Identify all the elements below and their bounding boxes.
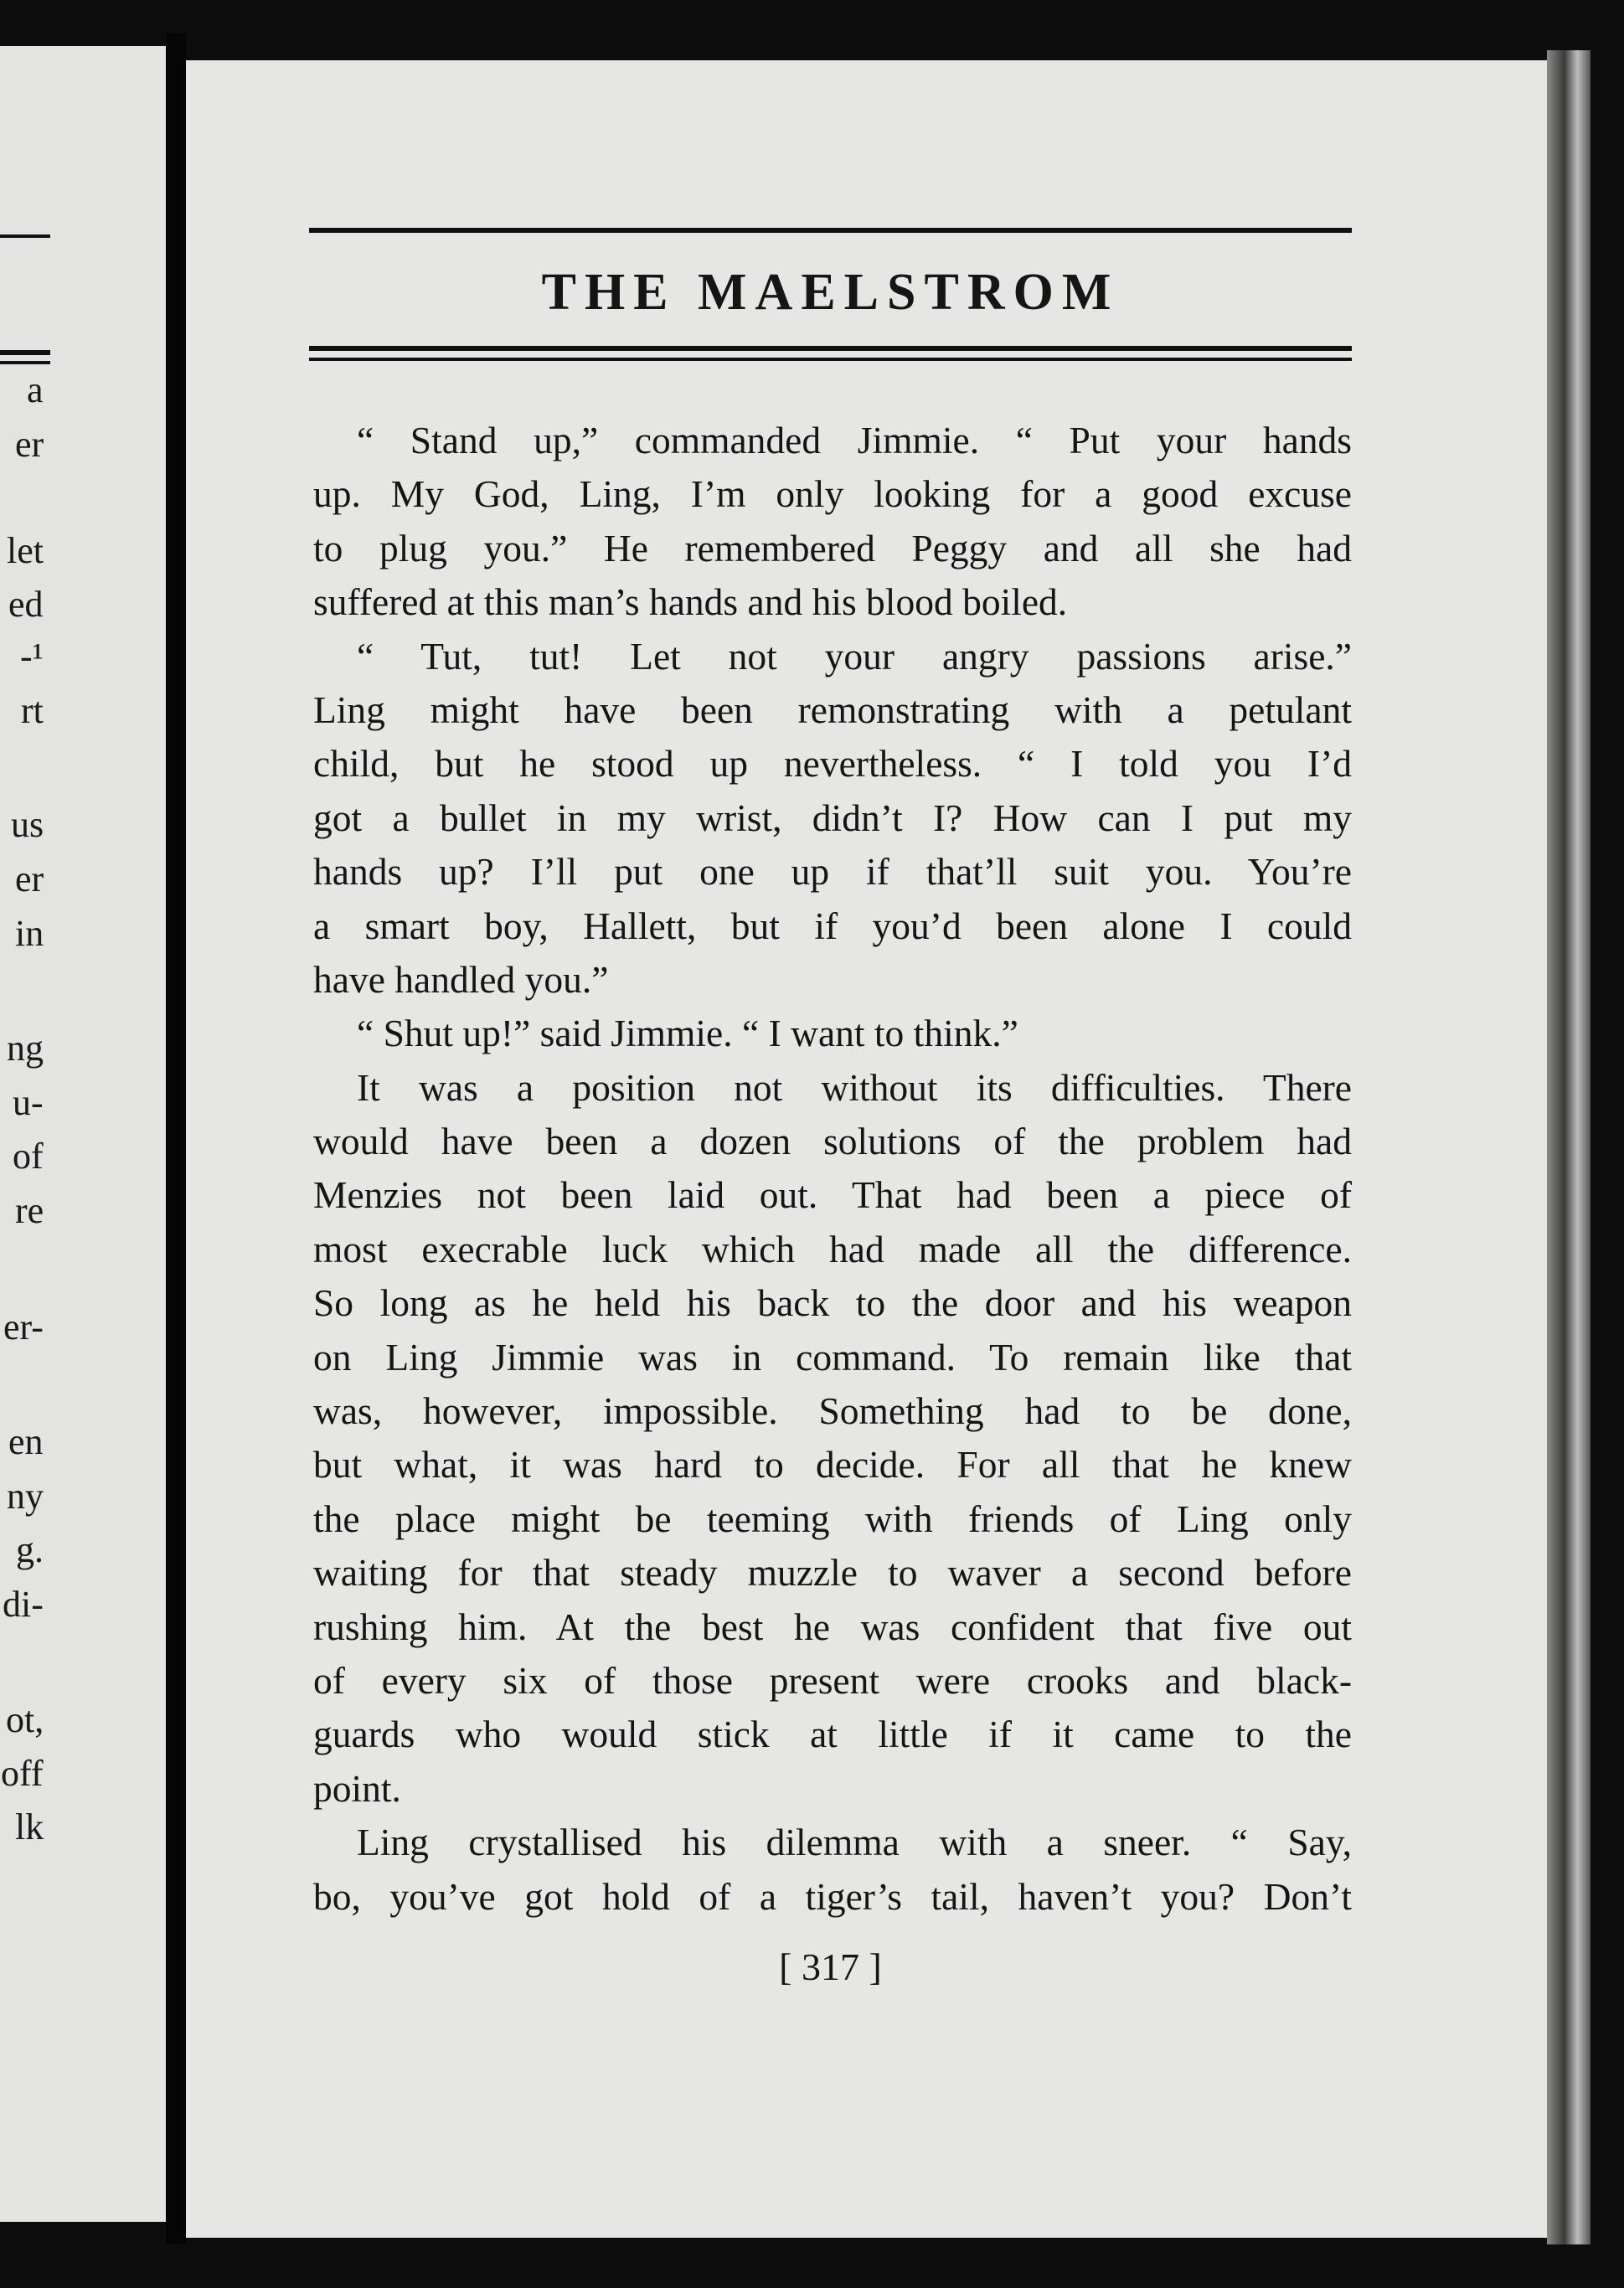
text-line: guards who would stick at little if it came to the <box>313 1713 1352 1756</box>
text-line: but what, it was hard to decide. For all that he knew <box>313 1443 1352 1487</box>
page-edge <box>1547 50 1590 2244</box>
header-rule-top <box>309 228 1352 233</box>
facing-page-fragment: er <box>15 858 44 899</box>
facing-page-fragment: u- <box>13 1082 44 1123</box>
text-line: bo, you’ve got hold of a tiger’s tail, haven’t you? Don’t <box>313 1874 1352 1918</box>
facing-page-fragment: ot, <box>6 1699 44 1740</box>
header-rule-double-b <box>309 358 1352 361</box>
text-line: would have been a dozen solutions of the problem had <box>313 1120 1352 1163</box>
facing-page-fragment: re <box>15 1190 44 1231</box>
text-line: the place might be teeming with friends of Ling only <box>313 1497 1352 1540</box>
text-line: a smart boy, Hallett, but if you’d been alone I could <box>313 904 1352 947</box>
facing-page-rule-double-b <box>0 361 50 364</box>
facing-page-fragment: rt <box>21 690 44 731</box>
text-line: to plug you.” He remembered Peggy and all she had <box>313 526 1352 569</box>
page-number: [ 317 ] <box>779 1945 882 1988</box>
facing-page-fragment: en <box>8 1421 44 1462</box>
text-line: have handled you.” <box>313 957 609 1001</box>
text-line: waiting for that steady muzzle to waver a second before <box>313 1551 1352 1595</box>
text-line: Menzies not been laid out. That had been a piece of <box>313 1173 1352 1217</box>
facing-page-fragment: us <box>11 804 44 845</box>
facing-page-fragment: di- <box>3 1584 44 1625</box>
facing-page-rule-top <box>0 234 50 238</box>
facing-page-fragment: er- <box>3 1306 44 1348</box>
text-line: It was a position not without its difficulties. There <box>357 1065 1352 1109</box>
text-line: Ling crystallised his dilemma with a sneer. “ Say, <box>357 1821 1352 1864</box>
text-line: was, however, impossible. Something had to be done, <box>313 1389 1352 1433</box>
facing-page-fragment: ny <box>7 1476 44 1517</box>
facing-page-fragment: -¹ <box>20 636 44 677</box>
text-line: point. <box>313 1766 401 1810</box>
text-line: hands up? I’ll put one up if that’ll suit you. You’re <box>313 850 1352 894</box>
text-line: rushing him. At the best he was confident that five out <box>313 1605 1352 1648</box>
text-line: most execrable luck which had made all the difference. <box>313 1227 1352 1270</box>
facing-page-fragment: er <box>15 424 44 465</box>
facing-page-fragment: let <box>7 530 44 571</box>
running-head: THE MAELSTROM <box>541 264 1120 321</box>
facing-page-fragment: ed <box>8 584 44 625</box>
facing-page-fragment: ng <box>7 1028 44 1069</box>
book-gutter <box>166 33 186 2244</box>
text-line: child, but he stood up nevertheless. “ I told you I’d <box>313 742 1352 786</box>
facing-page-fragment: g. <box>16 1529 44 1570</box>
body-text <box>313 414 1352 1924</box>
text-line: So long as he held his back to the door and his weapon <box>313 1281 1352 1325</box>
text-line: got a bullet in my wrist, didn’t I? How can I put my <box>313 796 1352 839</box>
text-line: suffered at this man’s hands and his blood boiled. <box>313 580 1068 624</box>
facing-page-fragment: of <box>13 1136 44 1177</box>
facing-page-fragment: a <box>27 369 44 410</box>
text-line: on Ling Jimmie was in command. To remain like that <box>313 1335 1352 1378</box>
text-line: up. My God, Ling, I’m only looking for a good excuse <box>313 472 1352 516</box>
text-line: of every six of those present were crooks and black- <box>313 1658 1352 1702</box>
text-line: “ Shut up!” said Jimmie. “ I want to think.” <box>357 1012 1018 1055</box>
facing-page <box>0 46 166 2222</box>
text-line: “ Tut, tut! Let not your angry passions arise.” <box>357 634 1352 678</box>
text-line: “ Stand up,” commanded Jimmie. “ Put your hands <box>357 419 1352 461</box>
facing-page-fragment: lk <box>15 1806 44 1847</box>
text-line: Ling might have been remonstrating with a petulant <box>313 688 1352 731</box>
header-rule-double-a <box>309 346 1352 351</box>
facing-page-fragment: off <box>1 1753 44 1794</box>
facing-page-fragment: in <box>15 913 44 954</box>
facing-page-rule-double-a <box>0 350 50 355</box>
